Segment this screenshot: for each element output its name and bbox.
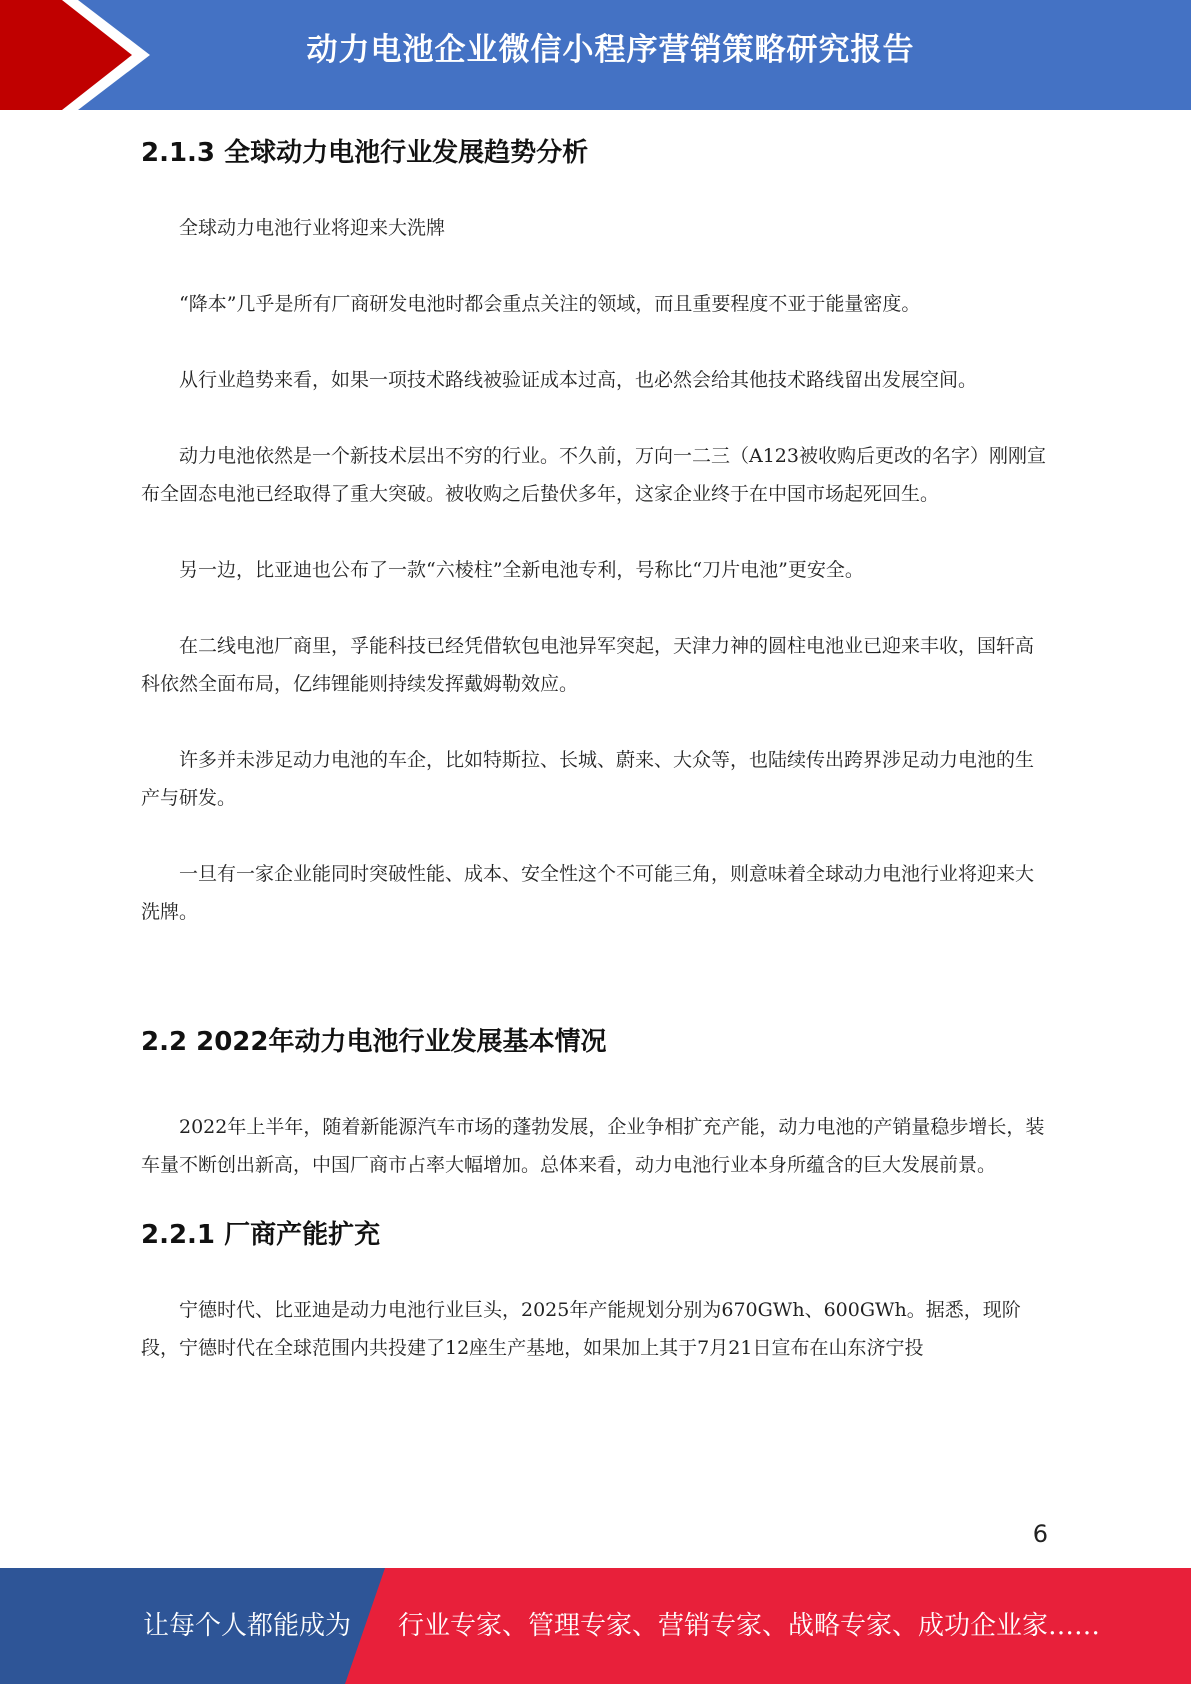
section-heading-2-2-1: 2.2.1 厂商产能扩充: [141, 1220, 381, 1250]
paragraph: 一旦有一家企业能同时突破性能、成本、安全性这个不可能三角，则意味着全球动力电池行业将迎来大洗牌。: [141, 863, 1035, 923]
paragraph: 动力电池依然是一个新技术层出不穷的行业。不久前，万向一二三（A123被收购后更改的名字）刚刚宣布全固态电池已经取得了重大突破。被收购之后蛰伏多年，这家企业终于在中国市场起死回生。: [141, 445, 1046, 505]
page-content: [141, 125, 1047, 1367]
paragraph: 另一边，比亚迪也公布了一款“六棱柱”全新电池专利，号称比“刀片电池”更安全。: [179, 559, 864, 581]
page-header: [0, 0, 1191, 110]
footer-slogan-left: 让每个人都能成为: [143, 1611, 352, 1641]
paragraph: 在二线电池厂商里，孚能科技已经凭借软包电池异军突起，天津力神的圆柱电池业已迎来丰收，国轩高科依然全面布局，亿纬锂能则持续发挥戴姆勒效应。: [141, 635, 1035, 695]
page-footer: [0, 1568, 1191, 1684]
paragraph: 许多并未涉足动力电池的车企，比如特斯拉、长城、蔚来、大众等，也陆续传出跨界涉足动力电池的生产与研发。: [141, 749, 1035, 809]
paragraph: 从行业趋势来看，如果一项技术路线被验证成本过高，也必然会给其他技术路线留出发展空间。: [179, 369, 978, 391]
paragraph: 全球动力电池行业将迎来大洗牌: [179, 217, 446, 239]
paragraph: 宁德时代、比亚迪是动力电池行业巨头，2025年产能规划分别为670GWh、600GWh。据悉，现阶段，宁德时代在全球范围内共投建了12座生产基地，如果加上其于7月21日宣布在山东济宁投: [141, 1299, 1021, 1359]
section-heading-2-1-3: 2.1.3 全球动力电池行业发展趋势分析: [141, 138, 589, 168]
paragraph: “降本”几乎是所有厂商研发电池时都会重点关注的领域，而且重要程度不亚于能量密度。: [179, 293, 921, 315]
footer-slogan-right: 行业专家、管理专家、营销专家、战略专家、成功企业家……: [398, 1611, 1101, 1641]
paragraph: 2022年上半年，随着新能源汽车市场的蓬勃发展，企业争相扩充产能，动力电池的产销量稳步增长，装车量不断创出新高，中国厂商市占率大幅增加。总体来看，动力电池行业本身所蕴含的巨大发展前景。: [141, 1116, 1045, 1176]
report-title: 动力电池企业微信小程序营销策略研究报告: [306, 32, 915, 68]
page-number: 6: [1032, 1520, 1048, 1548]
section-heading-2-2: 2.2 2022年动力电池行业发展基本情况: [141, 1027, 607, 1057]
